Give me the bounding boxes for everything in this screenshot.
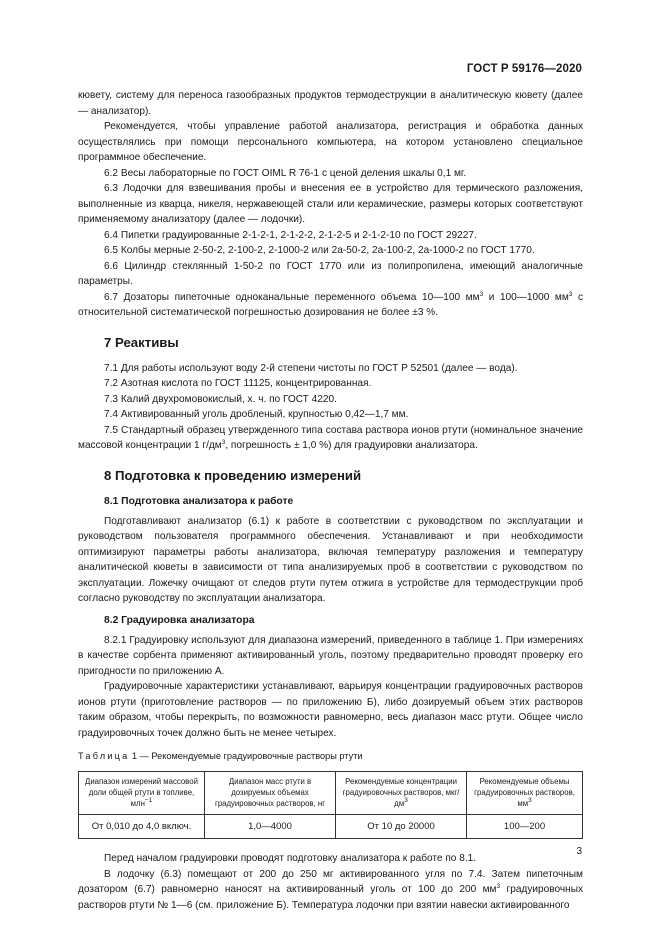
subsection-8-2-heading: 8.2 Градуировка анализатора — [104, 614, 255, 626]
text: , погрешность ± 1,0 %) для градуировки анализатора. — [225, 440, 478, 451]
paragraph: Рекомендуется, чтобы управление работой анализатора, регистрация и обработка данных осуществлялись при помощи персонального компьютера, на котором установлено специальное программное обеспечение. — [78, 121, 583, 163]
paragraph: Подготавливают анализатор (6.1) к работе в соответствии с руководством по эксплуатации и руководством пользователя программного обеспечения. Устанавливают и при необходимости оптимизируют параметры работы анализатора, включая температуру разложения и температуру аналитической кюветы в зависимости от типа анализируемых проб в соответствии с руководством по эксплуатации. Ложечку очищают от следов ртути путем отжига в устройстве для термодеструкции проб согласно руководству по эксплуатации анализатора. — [78, 515, 583, 604]
table-caption — [78, 749, 583, 765]
table-caption-number: 1 — — [129, 751, 152, 761]
text: с относительной систематической погрешностью дозирования не более ±3 %. — [78, 291, 583, 318]
section-7-heading: 7 Реактивы — [104, 334, 179, 350]
paragraph: 6.5 Колбы мерные 2-50-2, 2-100-2, 2-1000-2 или 2а-50-2, 2а-100-2, 2а-1000-2 по ГОСТ 1770. — [104, 245, 535, 256]
superscript: 3 — [568, 290, 573, 298]
text: 6.7 Дозаторы пипеточные одноканальные переменного объема 10—100 мм — [104, 291, 480, 303]
paragraph: кювету, систему для переноса газообразных продуктов термодеструкции в аналитическую кювету (далее — анализатор). — [78, 90, 583, 117]
text: градуировочных растворов ртути № 1—6 (см. приложение Б). Температура лодочки при взятии навески активированного — [78, 884, 584, 911]
subsection-8-1-heading: 8.1 Подготовка анализатора к работе — [104, 495, 294, 507]
paragraph: 6.2 Весы лабораторные по ГОСТ OIML R 76-1 с ценой деления шкалы 0,1 мг. — [104, 167, 467, 179]
list-item: 7.4 Активированный уголь дробленый, крупностью 0,42—1,7 мм. — [104, 409, 409, 420]
paragraph: 8.2.1 Градуировку используют для диапазона измерений, приведенного в таблице 1. При измерениях в качестве сорбента применяют активированный уголь, поэтому предварительно проводят проверку его пригодности по приложению А. — [78, 634, 583, 677]
paragraph — [78, 867, 583, 914]
table-cell: От 10 до 20000 — [336, 814, 467, 839]
column-header: Диапазон масс ртути в дозируемых объемах градуировочных растворов, нг — [205, 771, 336, 814]
superscript: 3 — [496, 883, 501, 890]
section-8-heading: 8 Подготовка к проведению измерений — [104, 467, 362, 483]
paragraph: Градуировочные характеристики устанавливают, варьируя концентрации градуировочных растворов ионов ртути (приготовление растворов — по приложению Б), либо дозируемый объем этих растворов таким образом, чтобы перекрыть, по возможности равномерно, весь диапазон масс ртути. Общее число градуировочных точек должно быть не менее четырех. — [78, 681, 583, 739]
list-item — [78, 423, 583, 454]
superscript: 3 — [221, 439, 226, 446]
calibration-solutions-table — [78, 771, 583, 840]
document-body — [78, 88, 583, 913]
text: Рекомендуемые концентрации градуировочных растворов, мкг/дм — [342, 776, 460, 808]
text: Диапазон измерений массовой доли общей ртути в топливе, млн — [85, 776, 198, 808]
page-number: 3 — [576, 846, 582, 857]
text: и 100—1000 мм — [483, 291, 569, 303]
paragraph: 6.4 Пипетки градуированные 2-1-2-1, 2-1-2-2, 2-1-2-5 и 2-1-2-10 по ГОСТ 29227. — [104, 229, 477, 241]
table-row — [79, 814, 583, 839]
list-item: 7.2 Азотная кислота по ГОСТ 11125, концентрированная. — [104, 378, 372, 389]
table-header-row — [79, 771, 583, 814]
paragraph: 6.3 Лодочки для взвешивания пробы и внесения ее в устройство для термического разложения, выполненные из кварца, никеля, нержавеющей стали или керамические, размеры которых соответствуют применяемому анализатору (далее — лодочки). — [78, 183, 583, 225]
document-id-header: ГОСТ Р 59176—2020 — [466, 63, 582, 75]
list-item: 7.3 Калий двухромовокислый, х. ч. по ГОСТ 4220. — [104, 393, 337, 405]
text: Рекомендуемые объемы градуировочных растворов, мм — [474, 776, 575, 808]
superscript: 3 — [479, 290, 484, 298]
paragraph: Перед началом градуировки проводят подготовку анализатора к работе по 8.1. — [104, 853, 477, 864]
paragraph — [78, 290, 583, 321]
paragraph: 6.6 Цилиндр стеклянный 1-50-2 по ГОСТ 1770 или из полипропилена, имеющий аналогичные параметры. — [78, 260, 583, 287]
column-header — [467, 771, 583, 814]
superscript: 3 — [404, 796, 408, 804]
table-caption-label: Таблица — [78, 751, 130, 761]
text: 7.5 Стандартный образец утвержденного типа состава раствора ионов ртути (номинальное значение массовой концентрации 1 г/дм — [78, 424, 583, 451]
column-header — [336, 771, 467, 814]
table-cell: 100—200 — [467, 814, 583, 839]
column-header — [79, 771, 205, 814]
superscript: 3 — [528, 796, 532, 804]
table-cell: 1,0—4000 — [205, 814, 336, 839]
list-item: 7.1 Для работы используют воду 2-й степени чистоты по ГОСТ Р 52501 (далее — вода). — [104, 362, 518, 374]
superscript: −1 — [144, 796, 153, 804]
text: В лодочку (6.3) помещают от 200 до 250 мг активированного угля по 7.4. Затем пипеточным дозатором (6.7) равномерно наносят на активированный уголь от 100 до 200 мм — [78, 868, 583, 895]
table-cell: От 0,010 до 4,0 включ. — [79, 814, 205, 839]
table-caption-text: Рекомендуемые градуировочные растворы ртути — [151, 751, 363, 761]
